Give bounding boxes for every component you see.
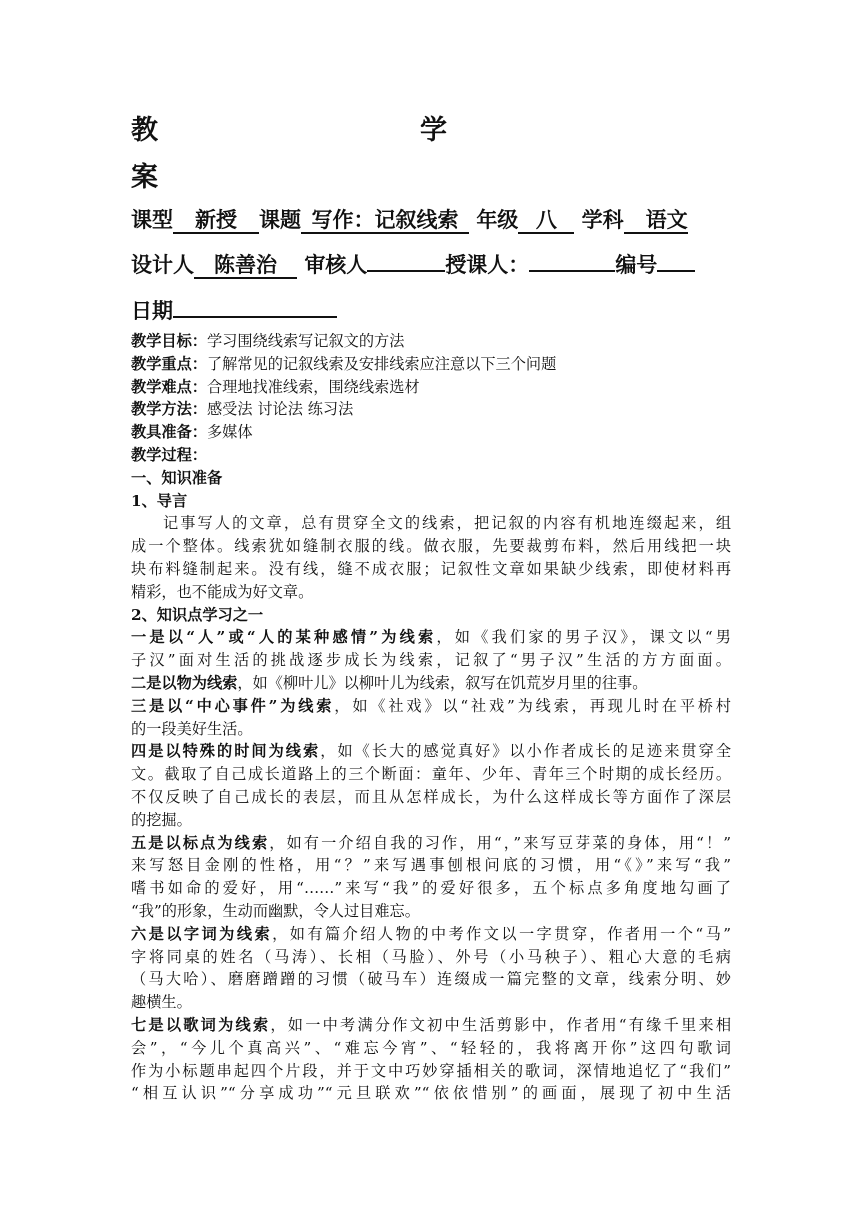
designer-label: 设计人 xyxy=(131,252,194,277)
teacher-field xyxy=(529,270,615,272)
date-label: 日期 xyxy=(131,298,173,323)
info-method: 教学方法：感受法 讨论法 练习法 xyxy=(131,400,354,419)
info-materials: 教具准备：多媒体 xyxy=(131,423,253,442)
point-line: 七是以歌词为线索，如一中考满分作文初中生活剪影中，作者用“有缘千里来相 xyxy=(131,1015,731,1034)
info-key-point: 教学重点：了解常见的记叙线索及安排线索应注意以下三个问题 xyxy=(131,354,557,373)
grade-label: 年级 xyxy=(476,207,519,232)
point-line: 会”，“今儿个真高兴”、“难忘今宵”、“轻轻的，我将离开你”这四句歌词 xyxy=(131,1038,731,1057)
grade-field: 八 xyxy=(518,208,574,234)
title-char-3: 案 xyxy=(131,162,158,193)
subject-label: 学科 xyxy=(581,207,624,232)
info-objective: 教学目标：学习围绕线索写记叙文的方法 xyxy=(131,332,405,350)
point-line: 嗜书如命的爱好，用“……”来写“我”的爱好很多，五个标点多角度地勾画了 xyxy=(131,879,731,898)
intro-line: 记事写人的文章，总有贯穿全文的线索，把记叙的内容有机地连缀起来，组 xyxy=(163,514,731,533)
info-difficulty: 教学难点：合理地找准线索，围绕线索选材 xyxy=(131,377,420,396)
intro-line: 精彩，也不能成为好文章。 xyxy=(131,582,314,601)
point-line: 不仅反映了自己成长的表层，而且从怎样成长，为什么这样成长等方面作了深层 xyxy=(131,787,731,806)
subsection-intro: 1、导言 xyxy=(131,491,188,510)
point-line: 文。截取了自己成长道路上的三个断面：童年、少年、青年三个时期的成长经历。 xyxy=(131,765,731,784)
point-line: 字将同桌的姓名（马涛）、长相（马脸）、外号（小马秧子）、粗心大意的毛病 xyxy=(131,947,731,966)
teacher-label: 授课人： xyxy=(445,252,530,277)
point-line: 趣横生。 xyxy=(131,993,192,1012)
point-line: 的挖掘。 xyxy=(131,810,192,829)
title-char-1: 教 xyxy=(131,115,158,146)
point-line: 四是以特殊的时间为线索，如《长大的感觉真好》以小作者成长的足迹来贯穿全 xyxy=(131,742,731,761)
point-line: 五是以标点为线索，如有一介绍自我的习作，用“，”来写豆芽菜的身体，用“！” xyxy=(131,833,731,852)
point-line: （马大哈）、磨磨蹭蹭的习惯（破马车）连缀成一篇完整的文章，线索分明、妙 xyxy=(131,970,731,989)
header-line-2 xyxy=(131,249,731,279)
point-line: 子汉”面对生活的挑战逐步成长为线索，记叙了“男子汉”生活的方方面面。 xyxy=(131,651,731,670)
point-line: 一是以“人”或“人的某种感情”为线索，如《我们家的男子汉》，课文以“男 xyxy=(131,628,731,647)
course-type-field: 新授 xyxy=(173,208,259,234)
point-line: 三是以“中心事件”为线索，如《社戏》以“社戏”为线索，再现儿时在平桥村 xyxy=(131,696,731,715)
date-field xyxy=(173,316,337,318)
reviewer-field xyxy=(367,270,445,272)
point-line: 六是以字词为线索，如有篇介绍人物的中考作文以一字贯穿，作者用一个“马” xyxy=(131,924,731,943)
intro-line: 成一个整体。线索犹如缝制衣服的线。做衣服，先要裁剪布料，然后用线把一块 xyxy=(131,537,731,556)
title-char-2: 学 xyxy=(420,115,447,146)
lesson-body xyxy=(131,330,731,1105)
subject-field: 语文 xyxy=(624,208,688,234)
point-line: “我”的形象，生动而幽默，令人过目难忘。 xyxy=(131,901,420,920)
header-line-3 xyxy=(131,295,731,325)
course-type-label: 课型 xyxy=(131,207,173,232)
point-line: 作为小标题串起四个片段，并于文中巧妙穿插相关的歌词，深情地追忆了“我们” xyxy=(131,1061,731,1080)
info-process: 教学过程： xyxy=(131,445,207,464)
header-line-1 xyxy=(131,204,731,234)
designer-field: 陈善治 xyxy=(194,253,297,279)
topic-field: 写作：记叙线索 xyxy=(301,208,469,234)
intro-line: 块布料缝制起来。没有线，缝不成衣服；记叙性文章如果缺少线索，即使材料再 xyxy=(131,559,731,578)
topic-label: 课题 xyxy=(259,207,301,232)
section-heading-1: 一、知识准备 xyxy=(131,468,223,487)
number-label: 编号 xyxy=(615,252,658,277)
point-line: “相互认识”“分享成功”“元旦联欢”“依依惜别”的画面，展现了初中生活 xyxy=(131,1084,731,1103)
number-field xyxy=(657,270,695,272)
point-line: 二是以物为线索，如《柳叶儿》以柳叶儿为线索，叙写在饥荒岁月里的往事。 xyxy=(131,673,648,692)
reviewer-label: 审核人 xyxy=(304,252,368,277)
point-line: 来写怒目金刚的性格，用“？”来写遇事刨根问底的习惯，用“《》”来写“我” xyxy=(131,856,731,875)
subsection-knowledge: 2、知识点学习之一 xyxy=(131,605,264,624)
point-line: 的一段美好生活。 xyxy=(131,719,253,738)
